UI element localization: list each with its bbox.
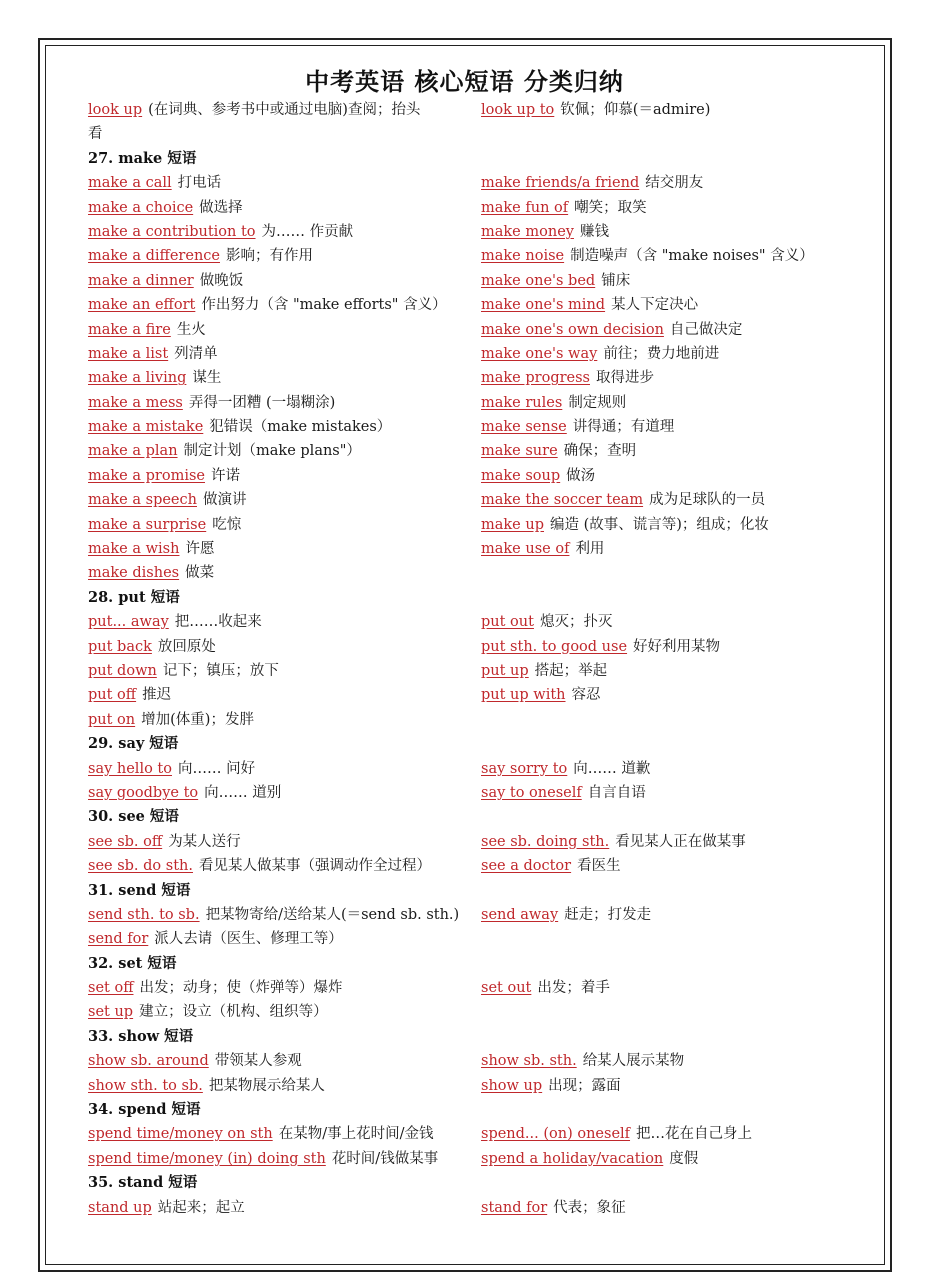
phrase-entry-left	[88, 98, 420, 122]
phrase-entry-right	[481, 1122, 752, 1146]
phrase-row	[88, 1049, 828, 1073]
phrase-english: make a choice	[88, 199, 194, 216]
phrase-row	[88, 1196, 828, 1220]
phrase-english: spend time/money (in) doing sth	[88, 1150, 326, 1167]
phrase-meaning: 向…… 道歉	[573, 760, 651, 777]
phrase-entry-left	[88, 415, 391, 439]
phrase-entry-right	[481, 1074, 621, 1098]
phrase-english: spend a holiday/vacation	[481, 1150, 664, 1167]
phrase-english: show sth. to sb.	[88, 1077, 203, 1094]
phrase-meaning: 做演讲	[202, 492, 247, 509]
phrase-row	[88, 415, 828, 439]
phrase-entry-right	[481, 757, 650, 781]
phrase-english: make fun of	[481, 199, 569, 216]
phrase-row	[88, 122, 828, 146]
phrase-meaning: 编造 (故事、谎言等)；组成；化妆	[550, 516, 769, 533]
phrase-row	[88, 1147, 828, 1171]
phrase-entry-right	[481, 635, 720, 659]
phrase-english: make a promise	[88, 467, 205, 484]
phrase-meaning: 建立；设立（机构、组织等）	[139, 1004, 328, 1021]
phrase-english: make sure	[481, 443, 558, 460]
section-heading-text: 32. set 短语	[88, 954, 177, 972]
phrase-english: make the soccer team	[481, 492, 644, 509]
phrase-meaning: 谋生	[192, 370, 222, 387]
phrase-row	[88, 830, 828, 854]
phrase-meaning: 取得进步	[596, 370, 654, 387]
phrase-row	[88, 220, 828, 244]
section-heading	[88, 1025, 828, 1049]
phrase-english: put off	[88, 687, 137, 704]
phrase-entry-left	[88, 903, 459, 927]
phrase-entry-left	[88, 464, 240, 488]
phrase-entry-right	[481, 1049, 684, 1073]
phrase-meaning: 出发；动身；使（炸弹等）爆炸	[139, 980, 343, 997]
phrase-english: make one's bed	[481, 272, 596, 289]
phrase-english: put on	[88, 711, 136, 728]
phrase-meaning: 好好利用某物	[633, 638, 721, 655]
phrase-entry-right	[481, 269, 630, 293]
phrase-entry-right	[481, 903, 651, 927]
phrase-entry-right	[481, 366, 654, 390]
phrase-row	[88, 635, 828, 659]
phrase-row	[88, 342, 828, 366]
phrase-row	[88, 537, 828, 561]
phrase-meaning: 把某物寄给/送给某人(＝send sb. sth.)	[205, 906, 460, 923]
phrase-entry-right	[481, 439, 636, 463]
phrase-row	[88, 439, 828, 463]
phrase-english: make one's own decision	[481, 321, 664, 338]
phrase-english: send for	[88, 931, 149, 948]
phrase-english: make soup	[481, 467, 561, 484]
phrase-entry-right	[481, 98, 710, 122]
phrase-entry-right	[481, 171, 703, 195]
phrase-english: make a call	[88, 175, 172, 192]
phrase-english: set out	[481, 980, 532, 997]
phrase-row	[88, 488, 828, 512]
phrase-entry-right	[481, 318, 742, 342]
phrase-row	[88, 903, 828, 927]
phrase-english: send sth. to sb.	[88, 906, 200, 923]
phrase-entry-left	[88, 927, 343, 951]
phrase-entry-left	[88, 269, 243, 293]
phrase-entry-left	[88, 220, 353, 244]
phrase-meaning: 生火	[176, 321, 206, 338]
phrase-entry-right	[481, 537, 604, 561]
phrase-entry-right	[481, 781, 646, 805]
phrase-row	[88, 366, 828, 390]
phrase-meaning: 推迟	[142, 687, 172, 704]
phrase-english: make a list	[88, 345, 169, 362]
phrase-row	[88, 708, 828, 732]
phrase-meaning: 出发；着手	[537, 980, 610, 997]
section-heading	[88, 805, 828, 829]
phrase-entry-left	[88, 659, 279, 683]
phrase-meaning: 结交朋友	[645, 175, 704, 192]
phrase-entry-right	[481, 488, 765, 512]
phrase-entry-left	[88, 342, 218, 366]
phrase-row	[88, 244, 828, 268]
phrase-meaning: 容忍	[571, 687, 601, 704]
phrase-meaning: 做选择	[199, 199, 243, 216]
phrase-english: make a mistake	[88, 419, 204, 436]
phrase-entry-right	[481, 659, 607, 683]
phrase-english: put down	[88, 662, 157, 679]
phrase-meaning: 出现；露面	[548, 1077, 621, 1094]
phrase-row	[88, 1122, 828, 1146]
phrase-entry-right	[481, 830, 746, 854]
phrase-meaning: 带领某人参观	[214, 1053, 302, 1070]
phrase-english: put back	[88, 638, 152, 655]
section-heading	[88, 1171, 828, 1195]
phrase-entry-right	[481, 683, 601, 707]
phrase-row	[88, 269, 828, 293]
phrase-entry-right	[481, 415, 674, 439]
phrase-english: show sb. around	[88, 1053, 209, 1070]
phrase-entry-right	[481, 391, 626, 415]
phrase-entry-left	[88, 1122, 433, 1146]
phrase-meaning: 吃惊	[212, 516, 242, 533]
phrase-row	[88, 927, 828, 951]
phrase-meaning: 看见某人做某事（强调动作全过程）	[199, 858, 431, 875]
phrase-meaning: 嘲笑；取笑	[574, 199, 647, 216]
phrase-row	[88, 757, 828, 781]
phrase-meaning: 熄灭；扑灭	[539, 614, 613, 631]
phrase-english: make one's mind	[481, 297, 606, 314]
phrase-english: make progress	[481, 370, 590, 387]
phrase-meaning: 制造噪声（含 "make noises" 含义）	[570, 248, 814, 265]
phrase-entry-left	[88, 683, 171, 707]
phrase-meaning: 某人下定决心	[611, 297, 699, 314]
phrase-entry-right	[481, 976, 610, 1000]
section-heading	[88, 147, 828, 171]
phrase-entry-right	[481, 513, 769, 537]
phrase-meaning: 讲得通；有道理	[572, 419, 675, 436]
phrase-entry-left	[88, 830, 241, 854]
phrase-entry-right	[481, 293, 698, 317]
phrase-meaning: 向…… 道别	[204, 784, 282, 801]
phrase-meaning: 度假	[669, 1150, 699, 1167]
phrase-entry-right	[481, 854, 621, 878]
phrase-meaning: 赶走；打发走	[564, 906, 652, 923]
phrase-english: stand for	[481, 1199, 548, 1216]
phrase-meaning: 钦佩；仰慕(＝admire)	[560, 102, 711, 118]
phrase-entry-left	[88, 635, 216, 659]
phrase-english: make use of	[481, 541, 570, 558]
phrase-meaning: 前往；费力地前进	[603, 345, 720, 362]
phrase-meaning: 赚钱	[579, 223, 609, 240]
phrase-entry-right	[481, 1196, 626, 1220]
phrase-meaning: 为…… 作贡献	[261, 223, 354, 240]
phrase-english: look up	[88, 102, 143, 118]
phrase-english: make dishes	[88, 565, 180, 582]
phrase-english: make rules	[481, 394, 563, 411]
phrase-meaning: 许诺	[210, 467, 240, 484]
section-heading-text: 31. send 短语	[88, 881, 191, 899]
phrase-english: put out	[481, 614, 534, 631]
section-heading	[88, 732, 828, 756]
phrase-english: set off	[88, 980, 134, 997]
phrase-meaning: 看医生	[577, 858, 621, 875]
phrase-row	[88, 391, 828, 415]
phrase-meaning: 派人去请（医生、修理工等）	[154, 931, 343, 948]
phrase-entry-left	[88, 854, 431, 878]
phrase-entry-left	[88, 1196, 245, 1220]
phrase-english: put up with	[481, 687, 566, 704]
phrase-row	[88, 318, 828, 342]
phrase-row	[88, 610, 828, 634]
phrase-row	[88, 781, 828, 805]
phrase-english: put... away	[88, 614, 169, 631]
phrase-english: make an effort	[88, 297, 196, 314]
phrase-entry-left	[88, 976, 343, 1000]
phrase-list	[88, 98, 828, 1220]
phrase-english: make a dinner	[88, 272, 194, 289]
phrase-entry-left	[88, 610, 262, 634]
phrase-row	[88, 293, 828, 317]
phrase-meaning: 确保；查明	[563, 443, 637, 460]
phrase-row	[88, 683, 828, 707]
phrase-meaning: 向…… 问好	[177, 760, 256, 777]
phrase-english: put sth. to good use	[481, 638, 628, 655]
phrase-row	[88, 1074, 828, 1098]
phrase-entry-left	[88, 537, 214, 561]
phrase-english: make sense	[481, 419, 567, 436]
phrase-entry-right	[481, 244, 814, 268]
phrase-meaning: 制定规则	[568, 394, 627, 411]
phrase-entry-left	[88, 196, 243, 220]
phrase-english: set up	[88, 1004, 134, 1021]
phrase-entry-left	[88, 561, 214, 585]
phrase-entry-right	[481, 196, 647, 220]
section-heading	[88, 879, 828, 903]
phrase-entry-left	[88, 244, 313, 268]
phrase-row	[88, 854, 828, 878]
phrase-entry-left	[88, 122, 103, 146]
phrase-entry-left	[88, 366, 221, 390]
phrase-entry-right	[481, 342, 719, 366]
phrase-meaning: 给某人展示某物	[582, 1053, 685, 1070]
phrase-row	[88, 196, 828, 220]
section-heading-text: 29. say 短语	[88, 735, 179, 753]
phrase-english: make a surprise	[88, 516, 207, 533]
phrase-english: make a plan	[88, 443, 178, 460]
phrase-english: make a fire	[88, 321, 171, 338]
phrase-english: put up	[481, 662, 529, 679]
phrase-meaning: 为某人送行	[168, 833, 241, 850]
phrase-english: say sorry to	[481, 760, 568, 777]
phrase-entry-left	[88, 1074, 325, 1098]
phrase-row	[88, 561, 828, 585]
phrase-entry-right	[481, 220, 609, 244]
phrase-english: make a living	[88, 370, 187, 387]
phrase-meaning: 做晚饭	[199, 272, 244, 289]
phrase-english: make one's way	[481, 345, 598, 362]
phrase-entry-left	[88, 1000, 328, 1024]
phrase-meaning: 制定计划（make plans"）	[183, 443, 361, 460]
section-heading-text: 34. spend 短语	[88, 1101, 201, 1119]
phrase-english: show up	[481, 1077, 543, 1094]
phrase-entry-left	[88, 488, 246, 512]
phrase-english: make a contribution to	[88, 223, 256, 240]
page-title: 中考英语 核心短语 分类归纳	[305, 68, 624, 96]
phrase-row	[88, 976, 828, 1000]
phrase-meaning: 搭起；举起	[534, 662, 608, 679]
phrase-meaning: 自言自语	[587, 784, 646, 801]
section-heading-text: 28. put 短语	[88, 588, 180, 606]
section-heading-text: 27. make 短语	[88, 149, 197, 167]
phrase-meaning: 看	[88, 126, 103, 143]
phrase-entry-left	[88, 513, 241, 537]
phrase-english: spend time/money on sth	[88, 1126, 273, 1143]
phrase-meaning: 站起来；起立	[157, 1199, 245, 1216]
phrase-meaning: 看见某人正在做某事	[615, 833, 746, 850]
phrase-row	[88, 1000, 828, 1024]
phrase-english: make up	[481, 516, 544, 533]
phrase-entry-left	[88, 318, 206, 342]
phrase-english: show sb. sth.	[481, 1053, 577, 1070]
phrase-meaning: 把某物展示给某人	[208, 1077, 325, 1094]
phrase-entry-left	[88, 171, 221, 195]
phrase-row	[88, 98, 828, 122]
phrase-entry-left	[88, 293, 447, 317]
phrase-english: see sb. off	[88, 833, 163, 850]
phrase-meaning: 许愿	[185, 541, 215, 558]
phrase-meaning: 记下；镇压；放下	[162, 662, 279, 679]
section-heading-text: 33. show 短语	[88, 1027, 194, 1045]
phrase-english: make friends/a friend	[481, 175, 640, 192]
section-heading	[88, 586, 828, 610]
phrase-english: see sb. do sth.	[88, 858, 193, 875]
phrase-meaning: 影响；有作用	[225, 248, 313, 265]
section-heading-text: 35. stand 短语	[88, 1174, 198, 1192]
phrase-row	[88, 464, 828, 488]
phrase-row	[88, 513, 828, 537]
phrase-meaning: 作出努力（含 "make efforts" 含义）	[201, 297, 447, 314]
phrase-meaning: 列清单	[174, 345, 218, 362]
phrase-entry-left	[88, 439, 361, 463]
phrase-meaning: 弄得一团糟 (一塌糊涂)	[188, 394, 336, 411]
phrase-english: make a mess	[88, 394, 183, 411]
section-heading-text: 30. see 短语	[88, 808, 179, 826]
phrase-english: see sb. doing sth.	[481, 833, 610, 850]
phrase-english: look up to	[481, 102, 555, 118]
phrase-english: stand up	[88, 1199, 152, 1216]
phrase-english: make noise	[481, 248, 565, 265]
phrase-meaning: 代表；象征	[553, 1199, 626, 1216]
phrase-entry-left	[88, 1147, 438, 1171]
phrase-meaning: 铺床	[601, 272, 631, 289]
phrase-meaning: 花时间/钱做某事	[331, 1150, 439, 1167]
phrase-entry-left	[88, 781, 281, 805]
section-heading	[88, 1098, 828, 1122]
phrase-meaning: 做汤	[566, 467, 596, 484]
phrase-entry-left	[88, 708, 254, 732]
phrase-english: make a difference	[88, 248, 220, 265]
phrase-english: make money	[481, 223, 574, 240]
section-heading	[88, 952, 828, 976]
phrase-meaning: 增加(体重)；发胖	[141, 711, 254, 728]
phrase-english: make a speech	[88, 492, 197, 509]
phrase-entry-left	[88, 757, 255, 781]
phrase-english: send away	[481, 906, 559, 923]
phrase-entry-left	[88, 1049, 302, 1073]
phrase-entry-left	[88, 391, 335, 415]
phrase-entry-right	[481, 610, 612, 634]
phrase-row	[88, 659, 828, 683]
phrase-meaning: 做菜	[185, 565, 215, 582]
phrase-meaning: 成为足球队的一员	[649, 492, 766, 509]
phrase-english: see a doctor	[481, 858, 572, 875]
phrase-entry-right	[481, 1147, 698, 1171]
phrase-meaning: (在词典、参考书中或通过电脑)查阅；抬头	[148, 102, 421, 118]
phrase-meaning: 打电话	[177, 175, 222, 192]
phrase-english: say to oneself	[481, 784, 582, 801]
phrase-row	[88, 171, 828, 195]
phrase-english: say goodbye to	[88, 784, 199, 801]
phrase-english: make a wish	[88, 541, 180, 558]
phrase-english: spend... (on) oneself	[481, 1126, 631, 1143]
phrase-meaning: 犯错误（make mistakes）	[209, 419, 392, 436]
phrase-meaning: 放回原处	[157, 638, 216, 655]
phrase-meaning: 把…花在自己身上	[636, 1126, 753, 1143]
phrase-meaning: 在某物/事上花时间/金钱	[278, 1126, 434, 1143]
phrase-meaning: 自己做决定	[669, 321, 743, 338]
phrase-meaning: 把……收起来	[174, 614, 262, 631]
phrase-meaning: 利用	[575, 541, 605, 558]
phrase-entry-right	[481, 464, 595, 488]
phrase-english: say hello to	[88, 760, 172, 777]
